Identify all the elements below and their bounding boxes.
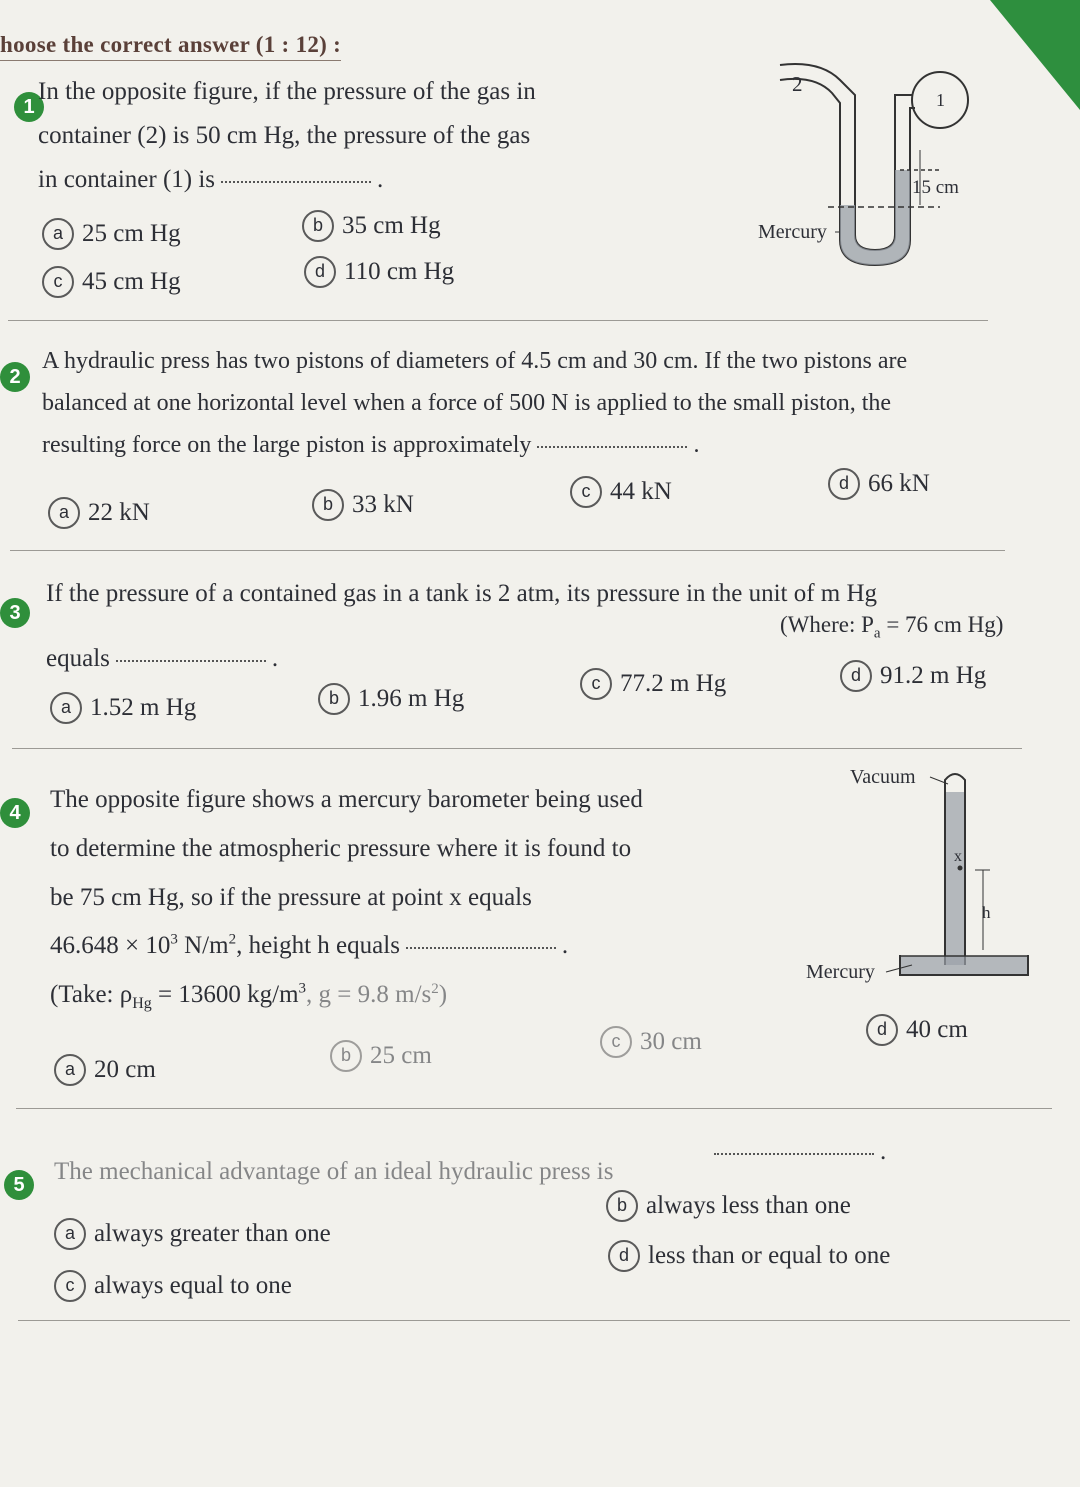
q5-answer-blank: .: [708, 1138, 886, 1166]
option-text: 1.96 m Hg: [358, 685, 465, 712]
option-text: 20 cm: [94, 1056, 156, 1083]
q2-line-3: resulting force on the large piston is approximately .: [42, 432, 700, 458]
q1-line-2: container (2) is 50 cm Hg, the pressure of the gas: [38, 121, 531, 149]
height-label: 15 cm: [912, 177, 959, 198]
option-letter: a: [48, 497, 80, 529]
height-h-label: h: [982, 903, 991, 922]
section-heading: hoose the correct answer (1 : 12) :: [0, 32, 341, 61]
container-1-label: 1: [936, 90, 945, 110]
option-text: 45 cm Hg: [82, 268, 181, 295]
page-corner-decoration: [990, 0, 1080, 110]
option-letter: b: [318, 683, 350, 715]
q5-line-1: The mechanical advantage of an ideal hydraulic press is: [54, 1158, 614, 1185]
q1-option-a[interactable]: [42, 218, 181, 250]
option-text: 110 cm Hg: [344, 258, 455, 285]
q4-option-b[interactable]: [330, 1040, 432, 1072]
option-letter: c: [580, 668, 612, 700]
q3-line-2: equals .: [46, 645, 279, 672]
option-letter: b: [330, 1040, 362, 1072]
u-tube-manometer-figure: [740, 55, 980, 285]
divider: [8, 320, 988, 321]
option-letter: c: [570, 476, 602, 508]
q1-option-d[interactable]: [304, 256, 454, 288]
answer-blank: [221, 180, 371, 183]
option-letter: d: [304, 256, 336, 288]
option-text: always less than one: [646, 1192, 851, 1219]
q5-option-c[interactable]: [54, 1270, 292, 1302]
q4-line-4: $46.648 \times 10^3$ $N/m^2$, height h equals .: [50, 931, 569, 960]
q1-line-1: In the opposite figure, if the pressure of the gas in: [38, 78, 536, 105]
q4-line-3: be 75 cm Hg, so if the pressure at point x equals: [50, 883, 532, 911]
answer-blank: [406, 946, 556, 949]
option-letter: b: [312, 489, 344, 521]
option-letter: b: [606, 1190, 638, 1222]
question-number-5: 5: [4, 1170, 34, 1200]
question-2-text: [42, 340, 907, 466]
q2-line-3-text: resulting force on the large piston is approximately: [42, 432, 532, 458]
vacuum-label: Vacuum: [850, 766, 916, 788]
question-1-text: [38, 70, 536, 201]
option-letter: a: [42, 218, 74, 250]
option-text: 25 cm Hg: [82, 220, 181, 247]
option-text: 25 cm: [370, 1042, 432, 1069]
q2-line-2: balanced at one horizontal level when a force of 500 N is applied to the small piston, the: [42, 390, 892, 416]
option-text: 91.2 m Hg: [880, 662, 987, 689]
option-text: 77.2 m Hg: [620, 670, 727, 697]
option-letter: a: [54, 1054, 86, 1086]
option-text: 30 cm: [640, 1028, 702, 1055]
option-letter: a: [54, 1218, 86, 1250]
option-text: 66 kN: [868, 470, 930, 497]
option-text: 40 cm: [906, 1016, 968, 1043]
divider: [10, 550, 1005, 551]
q4-line-2: to determine the atmospheric pressure where it is found to: [50, 834, 632, 862]
option-letter: d: [828, 468, 860, 500]
q3-line-1: If the pressure of a contained gas in a tank is 2 atm, its pressure in the unit of m Hg: [46, 580, 878, 607]
option-text: 44 kN: [610, 478, 672, 505]
q2-option-a[interactable]: [48, 497, 150, 529]
answer-blank: [537, 445, 687, 448]
answer-blank: [116, 659, 266, 662]
q3-option-d[interactable]: [840, 660, 986, 692]
q4-option-c[interactable]: [600, 1026, 702, 1058]
q2-option-d[interactable]: [828, 468, 930, 500]
option-text: 1.52 m Hg: [90, 694, 197, 721]
question-3-text: [46, 572, 877, 616]
q3-where-note: (Where: $P_a = 76$ cm Hg): [780, 612, 1004, 642]
option-text: 22 kN: [88, 499, 150, 526]
mercury-label: Mercury: [758, 221, 827, 243]
question-number-4: 4: [0, 798, 30, 828]
container-2-label: 2: [792, 72, 803, 96]
option-text: 33 kN: [352, 491, 414, 518]
q2-line-1: A hydraulic press has two pistons of diameters of 4.5 cm and 30 cm. If the two pistons are: [42, 348, 908, 374]
divider: [16, 1108, 1052, 1109]
question-number-1: 1: [14, 92, 44, 122]
q3-option-b[interactable]: [318, 683, 464, 715]
q3-option-a[interactable]: [50, 692, 196, 724]
option-letter: d: [866, 1014, 898, 1046]
q5-option-a[interactable]: [54, 1218, 331, 1250]
q2-option-c[interactable]: [570, 476, 672, 508]
option-letter: a: [50, 692, 82, 724]
q2-option-b[interactable]: [312, 489, 414, 521]
q1-option-b[interactable]: [302, 210, 441, 242]
option-letter: c: [54, 1270, 86, 1302]
q4-take-note: (Take: $\rho_{Hg} = 13600$ $kg/m^3$, g = 9.8 $m/s^2$): [50, 980, 448, 1012]
option-letter: d: [608, 1240, 640, 1272]
option-text: less than or equal to one: [648, 1242, 891, 1269]
q4-option-a[interactable]: [54, 1054, 156, 1086]
mercury-label: Mercury: [806, 961, 875, 983]
question-number-2: 2: [0, 362, 30, 392]
divider: [18, 1320, 1070, 1321]
option-text: always greater than one: [94, 1220, 331, 1247]
answer-blank: [714, 1152, 874, 1155]
option-letter: c: [42, 266, 74, 298]
q4-option-d[interactable]: [866, 1014, 968, 1046]
question-4-text: [50, 776, 643, 1020]
divider: [12, 748, 1022, 749]
q5-option-d[interactable]: [608, 1240, 890, 1272]
question-number-3: 3: [0, 598, 30, 628]
q5-option-b[interactable]: [606, 1190, 851, 1222]
mercury-barometer-figure: [800, 760, 1040, 1000]
option-text: 35 cm Hg: [342, 212, 441, 239]
point-x-label: x: [954, 848, 962, 865]
q1-option-c[interactable]: [42, 266, 181, 298]
option-letter: d: [840, 660, 872, 692]
option-letter: b: [302, 210, 334, 242]
q4-line-1: The opposite figure shows a mercury barometer being used: [50, 786, 643, 813]
option-letter: c: [600, 1026, 632, 1058]
q3-option-c[interactable]: [580, 668, 726, 700]
point-x-marker: [958, 866, 963, 871]
q1-line-3-text: in container (1) is: [38, 165, 216, 193]
option-text: always equal to one: [94, 1272, 292, 1299]
q1-line-3: in container (1) is .: [38, 165, 384, 193]
